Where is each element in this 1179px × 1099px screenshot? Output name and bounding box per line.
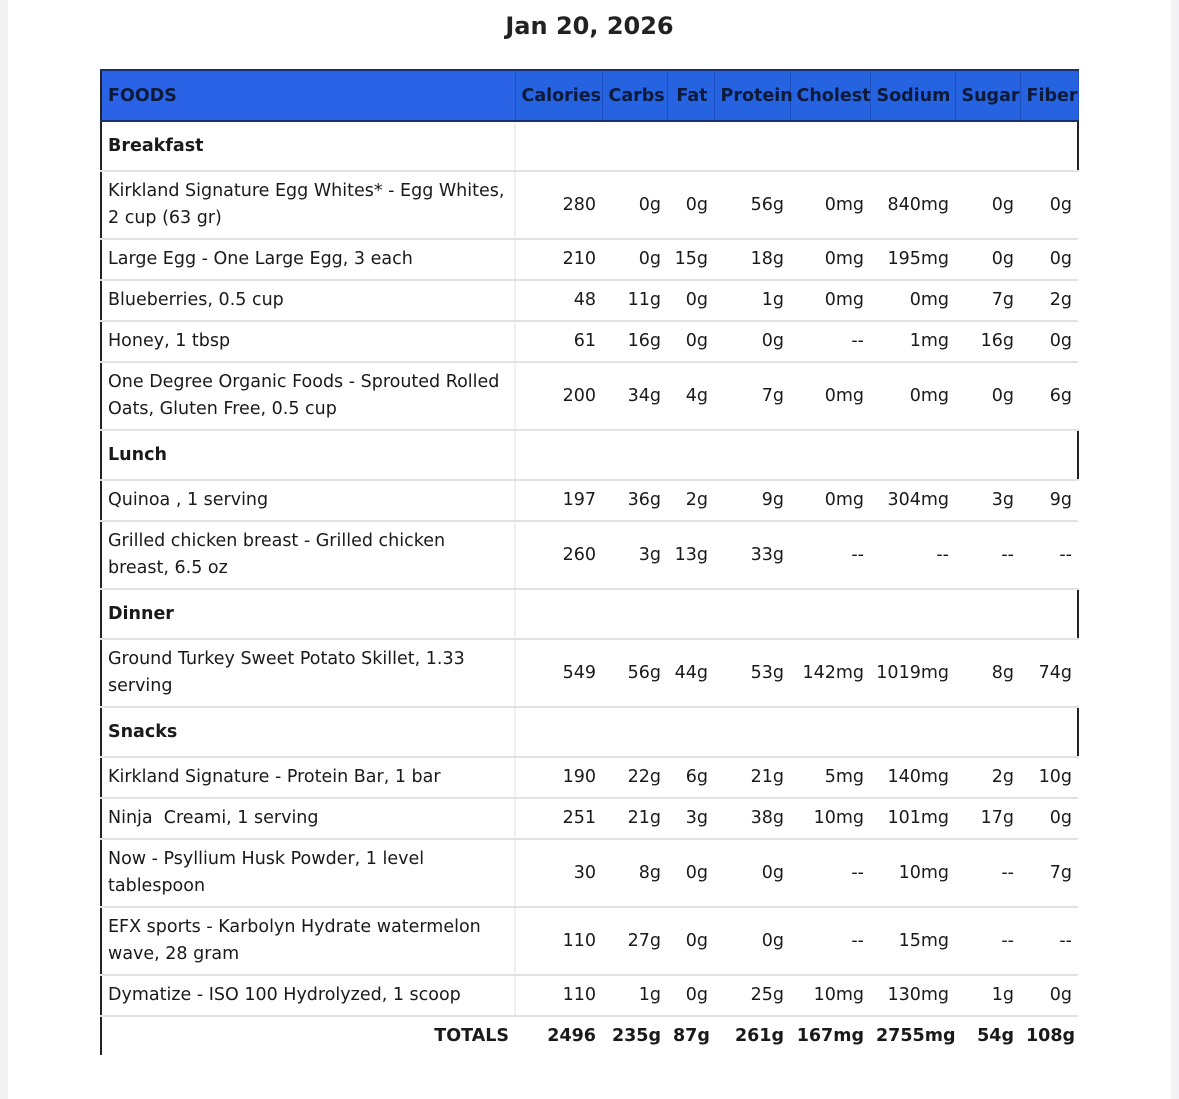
food-name: Now - Psyllium Husk Powder, 1 level tablespoon — [101, 839, 515, 907]
food-name: One Degree Organic Foods - Sprouted Rolled Oats, Gluten Free, 0.5 cup — [101, 362, 515, 430]
cholest-cell: -- — [790, 839, 870, 907]
food-name: Honey, 1 tbsp — [101, 321, 515, 362]
sodium-cell: -- — [870, 521, 955, 589]
total-sugar: 54g — [977, 1025, 1014, 1046]
column-header-carbs: Carbs — [602, 70, 667, 121]
fiber-cell: 0g — [1020, 975, 1078, 1016]
food-row — [101, 280, 1078, 321]
cholest-cell: 0mg — [790, 362, 870, 430]
fat-cell: 0g — [667, 907, 714, 975]
column-header-sodium: Sodium — [870, 70, 955, 121]
sugar-cell: 0g — [955, 239, 1020, 280]
meal-label: Dinner — [101, 589, 515, 639]
fiber-cell: 10g — [1020, 757, 1078, 798]
total-fat: 87g — [673, 1025, 710, 1046]
food-row — [101, 839, 1078, 907]
column-header-sugar: Sugar — [955, 70, 1020, 121]
fiber-cell: -- — [1020, 521, 1078, 589]
fiber-cell: 0g — [1020, 798, 1078, 839]
protein-cell: 7g — [714, 362, 790, 430]
calories-cell: 110 — [515, 907, 602, 975]
fiber-cell: 0g — [1020, 171, 1078, 239]
meal-label: Lunch — [101, 430, 515, 480]
food-name: Ninja Creami, 1 serving — [101, 798, 515, 839]
calories-cell: 190 — [515, 757, 602, 798]
food-log-table — [100, 69, 1079, 1055]
protein-cell: 21g — [714, 757, 790, 798]
fat-cell: 44g — [667, 639, 714, 707]
food-row — [101, 907, 1078, 975]
food-name: Ground Turkey Sweet Potato Skillet, 1.33 serving — [101, 639, 515, 707]
calories-cell: 30 — [515, 839, 602, 907]
carbs-cell: 1g — [602, 975, 667, 1016]
sodium-cell: 195mg — [870, 239, 955, 280]
sugar-cell: 0g — [955, 171, 1020, 239]
food-row — [101, 362, 1078, 430]
food-row — [101, 975, 1078, 1016]
calories-cell: 197 — [515, 480, 602, 521]
carbs-cell: 0g — [602, 239, 667, 280]
protein-cell: 53g — [714, 639, 790, 707]
meal-row-lunch — [101, 430, 1078, 480]
calories-cell: 110 — [515, 975, 602, 1016]
calories-cell: 210 — [515, 239, 602, 280]
food-row — [101, 321, 1078, 362]
carbs-cell: 27g — [602, 907, 667, 975]
total-sodium: 2755mg — [876, 1025, 956, 1046]
carbs-cell: 21g — [602, 798, 667, 839]
column-header-foods: FOODS — [101, 70, 515, 121]
fat-cell: 6g — [667, 757, 714, 798]
calories-cell: 251 — [515, 798, 602, 839]
fat-cell: 2g — [667, 480, 714, 521]
column-header-cholest: Cholest — [790, 70, 870, 121]
meal-row-dinner — [101, 589, 1078, 639]
cholest-cell: 0mg — [790, 480, 870, 521]
food-name: Large Egg - One Large Egg, 3 each — [101, 239, 515, 280]
cholest-cell: -- — [790, 321, 870, 362]
sugar-cell: 7g — [955, 280, 1020, 321]
cholest-cell: 142mg — [790, 639, 870, 707]
protein-cell: 38g — [714, 798, 790, 839]
sodium-cell: 140mg — [870, 757, 955, 798]
total-protein: 261g — [734, 1025, 784, 1046]
meal-row-breakfast — [101, 121, 1078, 171]
column-header-fiber: Fiber — [1020, 70, 1078, 121]
carbs-cell: 22g — [602, 757, 667, 798]
totals-label: TOTALS — [101, 1016, 515, 1055]
fiber-cell: -- — [1020, 907, 1078, 975]
protein-cell: 33g — [714, 521, 790, 589]
fiber-cell: 0g — [1020, 321, 1078, 362]
calories-cell: 48 — [515, 280, 602, 321]
food-name: Dymatize - ISO 100 Hydrolyzed, 1 scoop — [101, 975, 515, 1016]
calories-cell: 549 — [515, 639, 602, 707]
sodium-cell: 0mg — [870, 280, 955, 321]
fat-cell: 0g — [667, 280, 714, 321]
column-header-calories: Calories — [515, 70, 602, 121]
fat-cell: 0g — [667, 975, 714, 1016]
food-row — [101, 239, 1078, 280]
protein-cell: 56g — [714, 171, 790, 239]
page-title: Jan 20, 2026 — [505, 12, 674, 40]
sugar-cell: 17g — [955, 798, 1020, 839]
fiber-cell: 0g — [1020, 239, 1078, 280]
meal-label: Snacks — [101, 707, 515, 757]
protein-cell: 18g — [714, 239, 790, 280]
sugar-cell: -- — [955, 839, 1020, 907]
food-name: Quinoa , 1 serving — [101, 480, 515, 521]
protein-cell: 0g — [714, 321, 790, 362]
sugar-cell: -- — [955, 521, 1020, 589]
meal-label: Breakfast — [101, 121, 515, 171]
fiber-cell: 9g — [1020, 480, 1078, 521]
carbs-cell: 8g — [602, 839, 667, 907]
cholest-cell: 0mg — [790, 171, 870, 239]
total-carbs: 235g — [611, 1025, 661, 1046]
sugar-cell: 16g — [955, 321, 1020, 362]
sugar-cell: 2g — [955, 757, 1020, 798]
carbs-cell: 16g — [602, 321, 667, 362]
food-name: EFX sports - Karbolyn Hydrate watermelon wave, 28 gram — [101, 907, 515, 975]
protein-cell: 1g — [714, 280, 790, 321]
fat-cell: 3g — [667, 798, 714, 839]
total-fiber: 108g — [1026, 1025, 1076, 1046]
sodium-cell: 15mg — [870, 907, 955, 975]
food-row — [101, 757, 1078, 798]
food-row — [101, 521, 1078, 589]
cholest-cell: 10mg — [790, 798, 870, 839]
food-row — [101, 480, 1078, 521]
sugar-cell: 0g — [955, 362, 1020, 430]
sodium-cell: 101mg — [870, 798, 955, 839]
food-name: Kirkland Signature - Protein Bar, 1 bar — [101, 757, 515, 798]
sugar-cell: -- — [955, 907, 1020, 975]
cholest-cell: 5mg — [790, 757, 870, 798]
total-calories: 2496 — [547, 1025, 596, 1046]
food-row — [101, 639, 1078, 707]
calories-cell: 200 — [515, 362, 602, 430]
fat-cell: 15g — [667, 239, 714, 280]
fat-cell: 0g — [667, 839, 714, 907]
carbs-cell: 3g — [602, 521, 667, 589]
calories-cell: 61 — [515, 321, 602, 362]
sodium-cell: 130mg — [870, 975, 955, 1016]
column-header-fat: Fat — [667, 70, 714, 121]
fat-cell: 0g — [667, 321, 714, 362]
cholest-cell: 10mg — [790, 975, 870, 1016]
fat-cell: 4g — [667, 362, 714, 430]
sodium-cell: 1019mg — [870, 639, 955, 707]
cholest-cell: -- — [790, 521, 870, 589]
sodium-cell: 840mg — [870, 171, 955, 239]
carbs-cell: 34g — [602, 362, 667, 430]
sugar-cell: 8g — [955, 639, 1020, 707]
cholest-cell: -- — [790, 907, 870, 975]
fat-cell: 13g — [667, 521, 714, 589]
cholest-cell: 0mg — [790, 280, 870, 321]
meal-row-snacks — [101, 707, 1078, 757]
column-header-protein: Protein — [714, 70, 790, 121]
carbs-cell: 56g — [602, 639, 667, 707]
food-name: Grilled chicken breast - Grilled chicken breast, 6.5 oz — [101, 521, 515, 589]
fat-cell: 0g — [667, 171, 714, 239]
carbs-cell: 36g — [602, 480, 667, 521]
food-name: Kirkland Signature Egg Whites* - Egg Whites, 2 cup (63 gr) — [101, 171, 515, 239]
sodium-cell: 1mg — [870, 321, 955, 362]
sugar-cell: 1g — [955, 975, 1020, 1016]
food-row — [101, 798, 1078, 839]
food-name: Blueberries, 0.5 cup — [101, 280, 515, 321]
protein-cell: 0g — [714, 839, 790, 907]
sodium-cell: 0mg — [870, 362, 955, 430]
food-row — [101, 171, 1078, 239]
calories-cell: 280 — [515, 171, 602, 239]
page — [8, 0, 1171, 1099]
sugar-cell: 3g — [955, 480, 1020, 521]
calories-cell: 260 — [515, 521, 602, 589]
fiber-cell: 7g — [1020, 839, 1078, 907]
cholest-cell: 0mg — [790, 239, 870, 280]
carbs-cell: 0g — [602, 171, 667, 239]
total-cholest: 167mg — [796, 1025, 864, 1046]
fiber-cell: 74g — [1020, 639, 1078, 707]
fiber-cell: 6g — [1020, 362, 1078, 430]
header-row — [101, 70, 1078, 121]
protein-cell: 25g — [714, 975, 790, 1016]
carbs-cell: 11g — [602, 280, 667, 321]
fiber-cell: 2g — [1020, 280, 1078, 321]
sodium-cell: 10mg — [870, 839, 955, 907]
protein-cell: 9g — [714, 480, 790, 521]
totals-row — [101, 1016, 1078, 1055]
protein-cell: 0g — [714, 907, 790, 975]
sodium-cell: 304mg — [870, 480, 955, 521]
